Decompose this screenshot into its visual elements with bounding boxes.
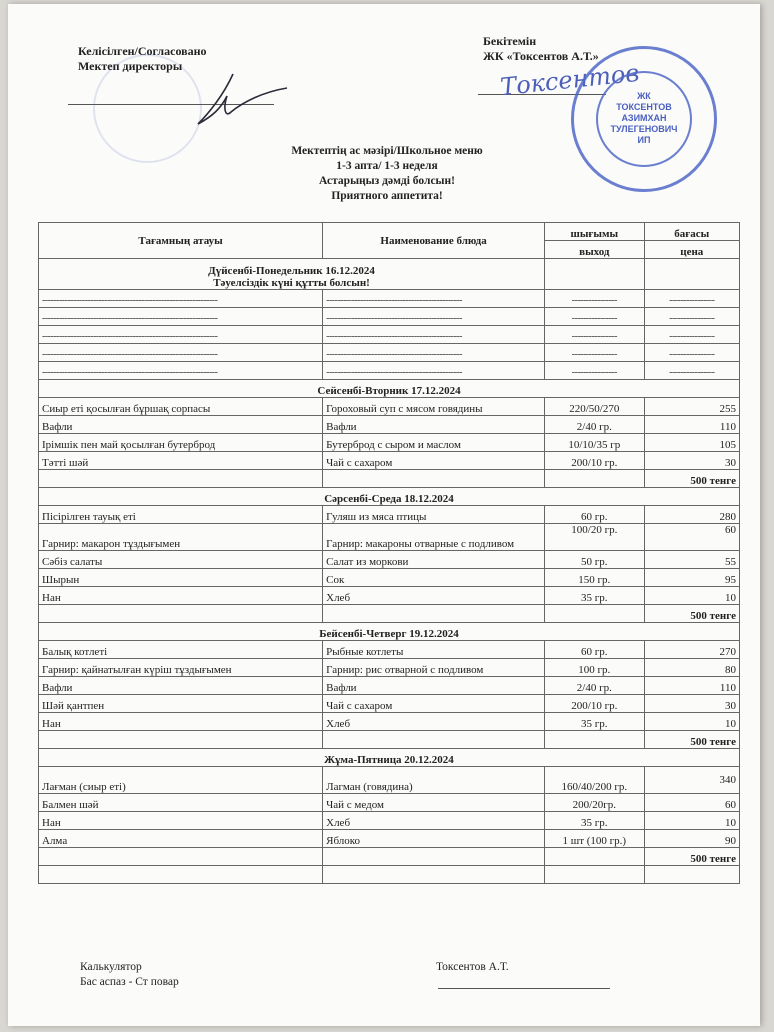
table-row: Гарнир: қайнатылған күріш тұздығымен Гарнир: рис отварной с подливом 100 гр. 80 xyxy=(39,659,740,677)
table-row: Нан Хлеб 35 гр. 10 xyxy=(39,812,740,830)
total-thursday: 500 тенге xyxy=(644,731,739,749)
table-row: -------------------------------------------------------------- ------------------------------------------------ ---------------- ---------------- xyxy=(39,290,740,308)
table-row: Ірімшік пен май қосылған бутерброд Бутерброд с сыром и маслом 10/10/35 гр 105 xyxy=(39,434,740,452)
table-row: Шәй қантпен Чай с сахаром 200/10 гр. 30 xyxy=(39,695,740,713)
table-row: Алма Яблоко 1 шт (100 гр.) 90 xyxy=(39,830,740,848)
table-row: Тәтті шәй Чай с сахаром 200/10 гр. 30 xyxy=(39,452,740,470)
agreed-label: Келісілген/Согласовано xyxy=(78,44,207,58)
footer-right-name: Токсентов А.Т. xyxy=(436,961,509,973)
header-price-kz: бағасы xyxy=(644,223,739,241)
table-row: -------------------------------------------------------------- ------------------------------------------------ ---------------- ---------------- xyxy=(39,344,740,362)
table-row: Лағман (сиыр еті) Лагман (говядина) 160/40/200 гр. 340 xyxy=(39,767,740,794)
total-friday: 500 тенге xyxy=(644,848,739,866)
header-kz: Тағамның атауы xyxy=(39,223,323,259)
entrepreneur-stamp: ЖК ТОКСЕНТОВ АЗИМХАН ТУЛЕГЕНОВИЧ ИП xyxy=(571,46,717,192)
table-row: -------------------------------------------------------------- ------------------------------------------------ ---------------- ---------------- xyxy=(39,326,740,344)
menu-sheet xyxy=(8,4,760,1026)
approved-block xyxy=(483,34,599,64)
menu-table xyxy=(38,222,740,884)
director-signature xyxy=(183,66,293,132)
table-row: Гарнир: макарон тұздығымен Гарнир: макароны отварные с подливом 100/20 гр. 60 xyxy=(39,524,740,551)
table-row: Сәбіз салаты Салат из моркови 50 гр. 55 xyxy=(39,551,740,569)
total-wednesday: 500 тенге xyxy=(644,605,739,623)
total-tuesday: 500 тенге xyxy=(644,470,739,488)
day-monday: Дүйсенбі-Понедельник 16.12.2024 Тәуелсіздік күні құтты болсын! xyxy=(39,259,545,290)
approved-label: Бекітемін xyxy=(483,34,537,48)
table-row: Шырын Сок 150 гр. 95 xyxy=(39,569,740,587)
footer-left xyxy=(80,960,179,990)
menu-title: Мектептің ас мәзірі/Школьное меню 1-3 апта/ 1-3 неделя Астарыңыз дәмді болсын! Приятного аппетита! xyxy=(291,145,483,202)
table-row: Балмен шәй Чай с медом 200/20гр. 60 xyxy=(39,794,740,812)
day-wednesday: Сәрсенбі-Среда 18.12.2024 xyxy=(39,488,740,506)
header-ru: Наименование блюда xyxy=(323,223,545,259)
footer-signature-line xyxy=(438,988,610,989)
director-label: Мектеп директоры xyxy=(78,59,183,73)
day-friday: Жұма-Пятница 20.12.2024 xyxy=(39,749,740,767)
table-row: Сиыр еті қосылған бұршақ сорпасы Гороховый суп с мясом говядины 220/50/270 255 xyxy=(39,398,740,416)
chef-label: Бас аспаз - Ст повар xyxy=(80,976,179,988)
header-out-ru: выход xyxy=(545,241,645,259)
entrepreneur-label: ЖК «Токсентов А.Т.» xyxy=(483,49,599,63)
header-price-ru: цена xyxy=(644,241,739,259)
table-row: Нан Хлеб 35 гр. 10 xyxy=(39,713,740,731)
approver-signature: Токсентов xyxy=(498,58,641,102)
table-row: -------------------------------------------------------------- ------------------------------------------------ ---------------- ---------------- xyxy=(39,362,740,380)
header-out-kz: шығымы xyxy=(545,223,645,241)
table-row: Пісірілген тауық еті Гуляш из мяса птицы 60 гр. 280 xyxy=(39,506,740,524)
table-row: Нан Хлеб 35 гр. 10 xyxy=(39,587,740,605)
table-row: Балық котлеті Рыбные котлеты 60 гр. 270 xyxy=(39,641,740,659)
table-row: Вафли Вафли 2/40 гр. 110 xyxy=(39,416,740,434)
calculator-label: Калькулятор xyxy=(80,961,142,973)
day-thursday: Бейсенбі-Четверг 19.12.2024 xyxy=(39,623,740,641)
table-row: -------------------------------------------------------------- ------------------------------------------------ ---------------- ---------------- xyxy=(39,308,740,326)
day-tuesday: Сейсенбі-Вторник 17.12.2024 xyxy=(39,380,740,398)
table-row: Вафли Вафли 2/40 гр. 110 xyxy=(39,677,740,695)
